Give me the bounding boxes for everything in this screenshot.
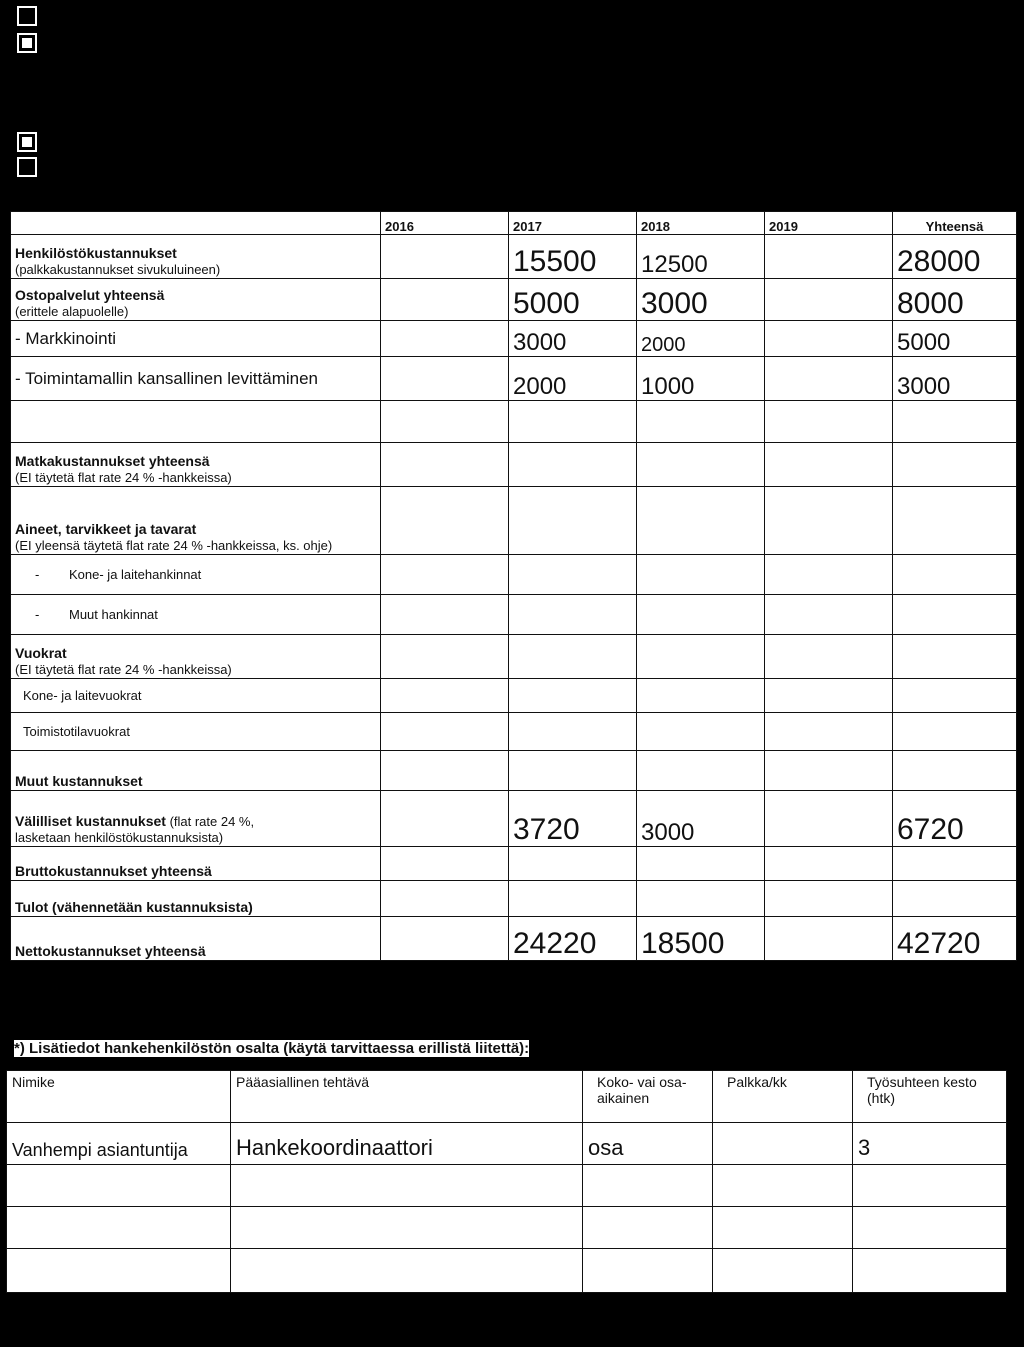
value-cell[interactable] [509,443,637,487]
budget-row [11,679,1017,713]
budget-row [11,443,1017,487]
row-title-text: Matkakustannukset yhteensä [15,453,210,469]
value-cell[interactable] [765,279,893,321]
row-title [15,287,376,304]
staff-cell[interactable] [583,1249,713,1293]
value-cell[interactable] [381,401,509,443]
row-label [11,235,381,279]
value-cell[interactable] [381,917,509,961]
row-title [15,863,376,880]
year-header: 2017 [509,212,637,235]
value-cell[interactable]: 42720 [893,917,1017,961]
row-title [15,245,376,262]
value-cell[interactable] [381,881,509,917]
value-cell[interactable] [893,487,1017,555]
budget-row [11,635,1017,679]
value-cell[interactable]: 3000 [509,321,637,357]
staff-cell[interactable]: Hankekoordinaattori [231,1123,583,1165]
row-subtitle: lasketaan henkilöstökustannuksista) [15,830,224,845]
row-title [15,813,376,830]
row-label [11,881,381,917]
row-title: - Toimintamallin kansallinen levittäminen [15,368,318,388]
budget-row [11,279,1017,321]
year-header: Yhteensä [893,212,1017,235]
value-cell[interactable] [765,401,893,443]
value-cell[interactable]: 5000 [893,321,1017,357]
budget-row [11,751,1017,791]
value-cell[interactable] [893,443,1017,487]
value-cell[interactable] [893,555,1017,595]
staff-cell[interactable] [231,1207,583,1249]
value-cell[interactable] [893,679,1017,713]
value-cell[interactable] [765,679,893,713]
staff-cell[interactable] [713,1249,853,1293]
row-label [11,847,381,881]
value-cell[interactable] [637,635,765,679]
budget-row [11,555,1017,595]
row-title: - Markkinointi [15,328,117,348]
value-cell[interactable] [381,635,509,679]
row-subtitle: (EI täytetä flat rate 24 % -hankkeissa) [15,470,232,485]
value-cell[interactable] [381,235,509,279]
staff-cell[interactable] [853,1249,1007,1293]
staff-cell[interactable] [583,1165,713,1207]
value-cell[interactable]: 3720 [509,791,637,847]
row-title-text: Muut kustannukset [15,773,143,789]
row-label [11,357,381,401]
staff-row [7,1123,1007,1165]
value-cell[interactable] [381,321,509,357]
staff-cell[interactable]: Vanhempi asiantuntija [7,1123,231,1165]
row-label [11,751,381,791]
staff-cell[interactable] [7,1165,231,1207]
value-cell[interactable] [637,487,765,555]
row-label [11,595,381,635]
staff-header-cell: Nimike [7,1071,231,1123]
row-subtitle: (erittele alapuolelle) [15,304,129,319]
staff-header-cell: Palkka/kk [713,1071,853,1123]
staff-cell[interactable] [713,1165,853,1207]
value-cell[interactable] [381,713,509,751]
staff-table [6,1070,1007,1293]
value-cell[interactable] [637,679,765,713]
row-label [11,401,381,443]
value-cell[interactable] [381,357,509,401]
value-cell[interactable] [637,847,765,881]
budget-row [11,791,1017,847]
value-cell[interactable] [381,847,509,881]
checkbox-3[interactable] [17,132,37,152]
value-cell[interactable] [381,279,509,321]
value-cell[interactable]: 3000 [637,279,765,321]
value-cell[interactable] [637,555,765,595]
staff-cell[interactable]: osa [583,1123,713,1165]
row-title-text: Tulot (vähennetään kustannuksista) [15,899,253,915]
staff-cell[interactable] [853,1207,1007,1249]
staff-cell[interactable] [231,1249,583,1293]
value-cell[interactable] [765,917,893,961]
value-cell[interactable] [509,595,637,635]
value-cell[interactable] [381,751,509,791]
row-subtitle: (palkkakustannukset sivukuluineen) [15,262,221,277]
header-label-cell [11,212,381,235]
row-subitem [15,607,158,622]
dash-marker: - [35,606,40,622]
row-label [11,443,381,487]
value-cell[interactable] [765,751,893,791]
value-cell[interactable] [637,443,765,487]
row-title [15,899,376,916]
staff-cell[interactable] [231,1165,583,1207]
row-title [15,645,376,662]
budget-row [11,595,1017,635]
row-title-text: Bruttokustannukset yhteensä [15,863,212,879]
value-cell[interactable]: 2000 [637,321,765,357]
value-cell[interactable] [893,881,1017,917]
row-subitem: Toimistotilavuokrat [23,723,130,739]
value-cell[interactable] [509,881,637,917]
row-title-text: Nettokustannukset yhteensä [15,943,206,959]
row-title [15,773,376,790]
row-title-text: Henkilöstökustannukset [15,245,177,261]
value-cell[interactable] [381,487,509,555]
staff-cell[interactable] [853,1165,1007,1207]
row-label [11,679,381,713]
value-cell[interactable] [765,487,893,555]
value-cell[interactable] [509,713,637,751]
staff-cell[interactable] [713,1123,853,1165]
value-cell[interactable]: 6720 [893,791,1017,847]
staff-cell[interactable] [713,1207,853,1249]
value-cell[interactable] [509,751,637,791]
value-cell[interactable] [509,401,637,443]
value-cell[interactable]: 3000 [893,357,1017,401]
row-title-text: Vuokrat [15,645,67,661]
row-title-text: Aineet, tarvikkeet ja tavarat [15,521,197,537]
staff-row [7,1207,1007,1249]
budget-row [11,881,1017,917]
budget-row [11,917,1017,961]
value-cell[interactable]: 1000 [637,357,765,401]
value-cell[interactable] [893,713,1017,751]
value-cell[interactable]: 24220 [509,917,637,961]
value-cell[interactable] [381,791,509,847]
value-cell[interactable] [765,555,893,595]
value-cell[interactable] [509,487,637,555]
budget-row [11,713,1017,751]
row-title-text: Välilliset kustannukset [15,813,166,829]
value-cell[interactable] [765,791,893,847]
value-cell[interactable]: 12500 [637,235,765,279]
row-title [15,521,376,538]
checkbox-4[interactable] [17,157,37,177]
value-cell[interactable] [893,847,1017,881]
value-cell[interactable] [765,847,893,881]
row-title [15,453,376,470]
year-header: 2016 [381,212,509,235]
row-subitem-text: Kone- ja laitehankinnat [69,566,202,582]
staff-cell[interactable]: 3 [853,1123,1007,1165]
checkbox-2[interactable] [17,33,37,53]
value-cell[interactable] [765,635,893,679]
value-cell[interactable] [765,443,893,487]
value-cell[interactable] [637,401,765,443]
value-cell[interactable] [893,751,1017,791]
row-label [11,635,381,679]
value-cell[interactable] [765,235,893,279]
value-cell[interactable] [637,713,765,751]
value-cell[interactable]: 5000 [509,279,637,321]
value-cell[interactable] [765,321,893,357]
value-cell[interactable] [765,881,893,917]
value-cell[interactable] [509,847,637,881]
staff-header-cell: Työsuhteen kesto (htk) [853,1071,1007,1123]
staff-row [7,1249,1007,1293]
value-cell[interactable]: 28000 [893,235,1017,279]
value-cell[interactable] [637,751,765,791]
dash-marker: - [35,566,40,582]
value-cell[interactable] [765,595,893,635]
year-header: 2018 [637,212,765,235]
row-label [11,791,381,847]
budget-row [11,357,1017,401]
value-cell[interactable] [893,401,1017,443]
row-subitem: Kone- ja laitevuokrat [23,687,142,703]
row-label [11,917,381,961]
value-cell[interactable]: 3000 [637,791,765,847]
value-cell[interactable] [893,595,1017,635]
budget-header-row [11,212,1017,235]
staff-header-cell: Pääasiallinen tehtävä [231,1071,583,1123]
value-cell[interactable] [381,555,509,595]
row-label [11,713,381,751]
row-subitem [15,567,201,582]
value-cell[interactable] [893,635,1017,679]
budget-row [11,235,1017,279]
checkbox-1[interactable] [17,6,37,26]
value-cell[interactable] [637,881,765,917]
staff-header-cell: Koko- vai osa-aikainen [583,1071,713,1123]
staff-header-row [7,1071,1007,1123]
row-label [11,279,381,321]
budget-row [11,321,1017,357]
value-cell[interactable]: 8000 [893,279,1017,321]
row-subtitle: (EI täytetä flat rate 24 % -hankkeissa) [15,662,232,677]
value-cell[interactable]: 18500 [637,917,765,961]
value-cell[interactable] [765,713,893,751]
value-cell[interactable] [509,555,637,595]
year-header: 2019 [765,212,893,235]
row-title [15,943,376,960]
value-cell[interactable] [381,443,509,487]
staff-info-note: *) Lisätiedot hankehenkilöstön osalta (käytä tarvittaessa erillistä liitettä): [14,1040,530,1057]
row-title-suffix: (flat rate 24 %, [165,814,255,829]
value-cell[interactable]: 2000 [509,357,637,401]
budget-table [10,211,1017,961]
row-label [11,555,381,595]
staff-cell[interactable] [7,1207,231,1249]
staff-cell[interactable] [583,1207,713,1249]
value-cell[interactable]: 15500 [509,235,637,279]
row-subtitle: (EI yleensä täytetä flat rate 24 % -hankkeissa, ks. ohje) [15,538,333,553]
value-cell[interactable] [509,679,637,713]
value-cell[interactable] [381,595,509,635]
value-cell[interactable] [637,595,765,635]
value-cell[interactable] [381,679,509,713]
staff-row [7,1165,1007,1207]
budget-row [11,847,1017,881]
row-label [11,487,381,555]
row-label [11,321,381,357]
budget-row [11,487,1017,555]
value-cell[interactable] [765,357,893,401]
staff-cell[interactable] [7,1249,231,1293]
row-title-text: Ostopalvelut yhteensä [15,287,165,303]
budget-row [11,401,1017,443]
row-subitem-text: Muut hankinnat [69,606,158,622]
value-cell[interactable] [509,635,637,679]
